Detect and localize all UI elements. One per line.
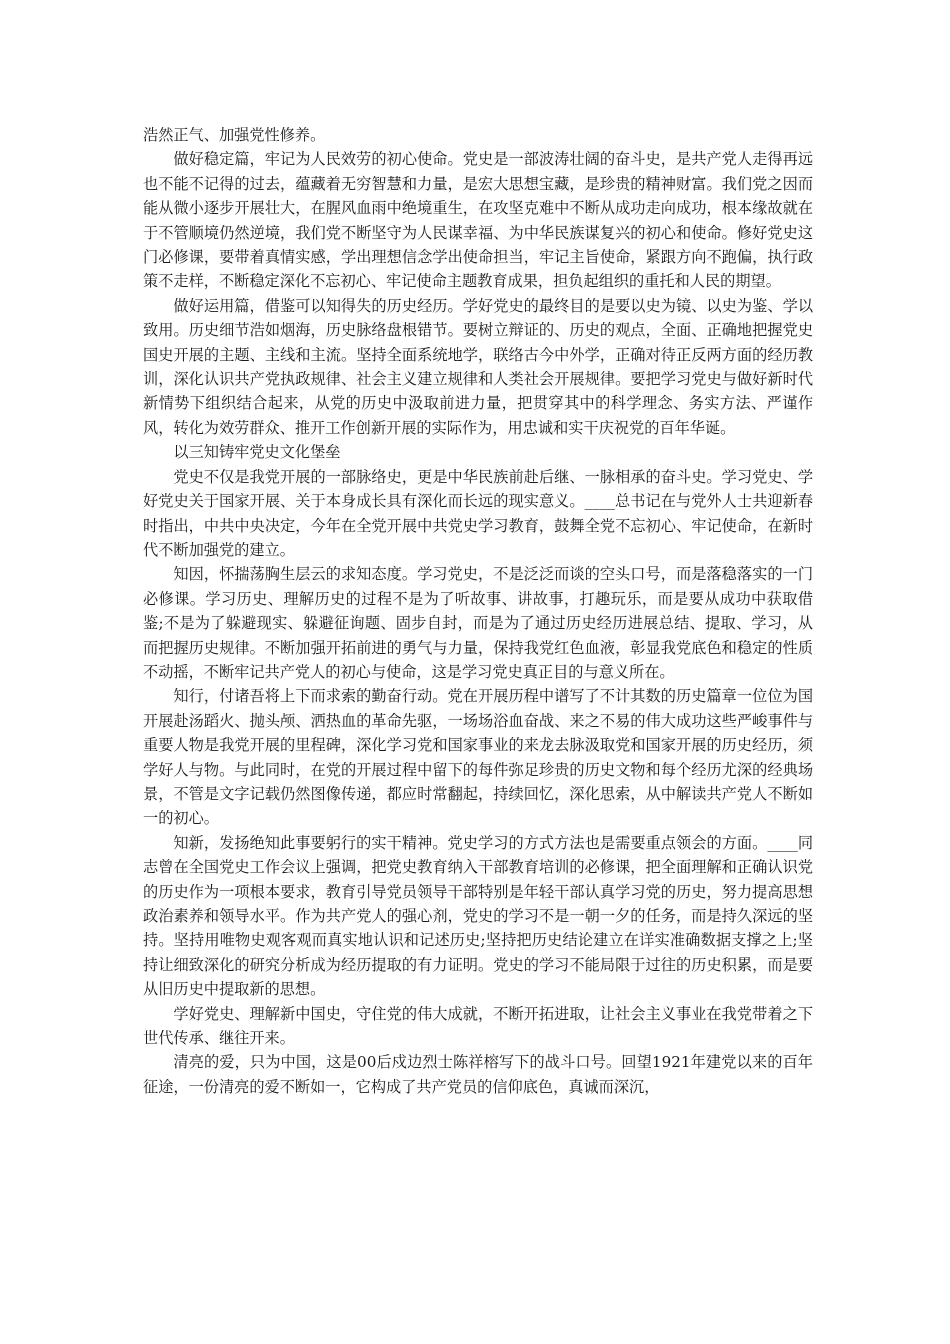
paragraph-5: 党史不仅是我党开展的一部脉络史，更是中华民族前赴后继、一脉相承的奋斗史。学习党史、学好党史关于国家开展、关于本身成长具有深化而长远的现实意义。____总书记在与党外人士共迎新春时指出，中共中央决定，今年在全党开展中共党史学习教育，鼓舞全党不忘初心、牢记使命，在新时代不断加强党的建立。	[143, 467, 813, 559]
paragraph-1: 浩然正气、加强党性修养。	[143, 126, 326, 144]
section-heading: 以三知铸牢党史文化堡垒	[173, 443, 341, 462]
paragraph-3: 做好运用篇，借鉴可以知得失的历史经历。学好党史的最终目的是要以史为镜、以史为鉴、学以致用。历史细节浩如烟海，历史脉络盘根错节。要树立辩证的、历史的观点，全面、正确地把握党史国史开展的主题、主线和主流。坚持全面系统地学，联络古今中外学，正确对待正反两方面的经历教训，深化认识共产党执政规律、社会主义建立规律和人类社会开展规律。要把学习党史与做好新时代新情势下组织结合起来，从党的历史中汲取前进力量，把贯穿其中的科学理念、务实方法、严谨作风，转化为效劳群众、推开工作创新开展的实际作为，用忠诚和实干庆祝党的百年华诞。	[143, 296, 813, 437]
paragraph-9: 学好党史、理解新中国史，守住党的伟大成就，不断开拓进取，让社会主义事业在我党带着之下世代传承、继往开来。	[143, 1004, 813, 1048]
paragraph-10: 清亮的爱，只为中国，这是00后戍边烈士陈祥榕写下的战斗口号。回望1921年建党以来的百年征途，一份清亮的爱不断如一，它构成了共产党员的信仰底色，真诚而深沉，	[143, 1053, 813, 1096]
document-page	[143, 123, 813, 1099]
paragraph-6: 知因，怀揣荡胸生层云的求知态度。学习党史，不是泛泛而谈的空头口号，而是落稳落实的一门必修课。学习历史、理解历史的过程不是为了听故事、讲故事，打趣玩乐，而是要从成功中获取借鉴;不是为了躲避现实、躲避征询题、固步自封，而是为了通过历史经历进展总结、提取、学习，从而把握历史规律。不断加强开拓前进的勇气与力量，保持我党红色血液，彰显我党底色和稳定的性质不动摇，不断牢记共产党人的初心与使命，这是学习党史真正目的与意义所在。	[143, 565, 813, 681]
paragraph-7: 知行，付诸吾将上下而求索的勤奋行动。党在开展历程中谱写了不计其数的历史篇章一位位为国开展赴汤蹈火、抛头颅、洒热血的革命先驱，一场场浴血奋战、来之不易的伟大成功这些严峻事件与重要人物是我党开展的里程碑，深化学习党和国家事业的来龙去脉汲取党和国家开展的历史经历，须学好人与物。与此同时，在党的开展过程中留下的每件弥足珍贵的历史文物和每个经历尤深的经典场景，不管是文字记载仍然图像传递，都应时常翻起，持续回忆，深化思索，从中解读共产党人不断如一的初心。	[143, 687, 813, 828]
paragraph-2: 做好稳定篇，牢记为人民效劳的初心使命。党史是一部波涛壮阔的奋斗史，是共产党人走得再远也不能不记得的过去，蕴藏着无穷智慧和力量，是宏大思想宝藏，是珍贵的精神财富。我们党之因而能从微小逐步开展壮大，在腥风血雨中绝境重生，在攻坚克难中不断从成功走向成功，根本缘故就在于不管顺境仍然逆境，我们党不断坚守为人民谋幸福、为中华民族谋复兴的初心和使命。修好党史这门必修课，要带着真情实感，学出理想信念学出使命担当，牢记主旨使命，紧跟方向不跑偏，执行政策不走样，不断稳定深化不忘初心、牢记使命主题教育成果，担负起组织的重托和人民的期望。	[143, 150, 813, 291]
paragraph-8: 知新，发扬绝知此事要躬行的实干精神。党史学习的方式方法也是需要重点领会的方面。____同志曾在全国党史工作会议上强调，把党史教育纳入干部教育培训的必修课，把全面理解和正确认识党的历史作为一项根本要求，教育引导党员领导干部特别是年轻干部认真学习党的历史，努力提高思想政治素养和领导水平。作为共产党人的强心剂，党史的学习不是一朝一夕的任务，而是持久深远的坚持。坚持用唯物史观客观而真实地认识和记述历史;坚持把历史结论建立在详实准确数据支撑之上;坚持让细致深化的研究分析成为经历提取的有力证明。党史的学习不能局限于过往的历史积累，而是要从旧历史中提取新的思想。	[143, 833, 813, 999]
